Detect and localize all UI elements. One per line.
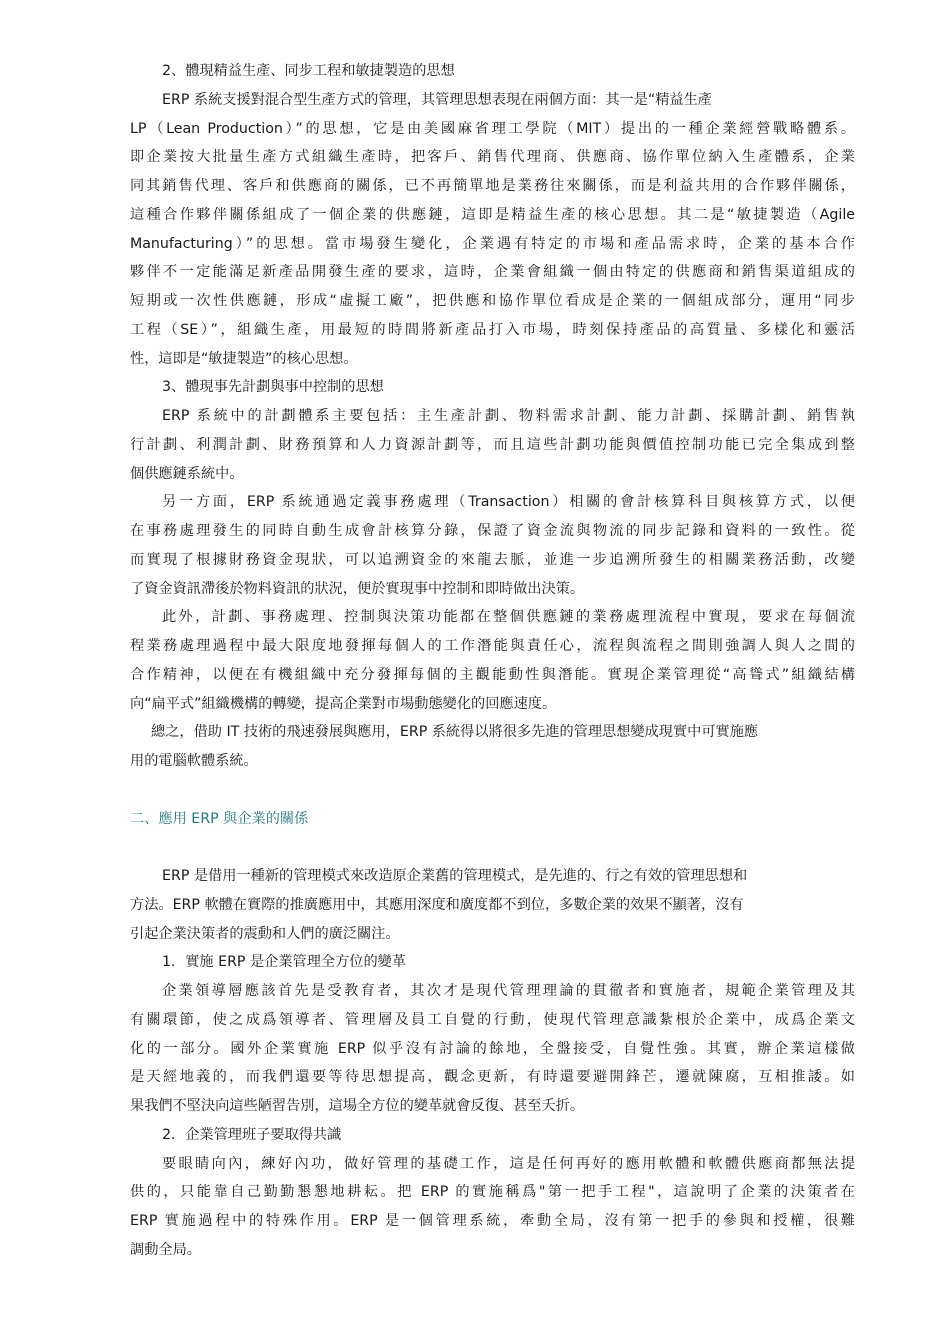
paragraph-line: 有關環節，使之成爲領導者、管理層及員工自覺的行動，使現代管理意識紮根於企業中，成爲企業文 — [130, 1011, 855, 1028]
paragraph-line: 了資金資訊滯後於物料資訊的狀況，便於實現事中控制和即時做出決策。 — [130, 580, 585, 597]
spacer — [130, 776, 855, 805]
paragraph-line: 要眼睛向內，練好內功，做好管理的基礎工作，這是任何再好的應用軟體和軟體供應商都無法提 — [162, 1155, 855, 1172]
paragraph-line: 夥伴不一定能滿足新產品開發生產的要求，這時，企業會組織一個由特定的供應商和銷售渠道組成的 — [130, 264, 855, 281]
paragraph-line: 行計劃、利潤計劃、財務預算和人力資源計劃等，而且這些計劃功能與價值控制功能已完全集成到整 — [130, 436, 855, 453]
paragraph-line: 個供應鏈系統中。 — [130, 465, 244, 482]
subheading-consensus: 2．企業管理班子要取得共識 — [162, 1126, 342, 1143]
paragraph-line: 在事務處理發生的同時自動生成會計核算分錄，保證了資金流與物流的同步記錄和資料的一致性。從 — [130, 523, 855, 539]
paragraph-line: 向“扁平式”組織機構的轉變，提高企業對市場動態變化的回應速度。 — [130, 695, 557, 712]
subheading-planning-control: 3、體現事先計劃與事中控制的思想 — [162, 379, 384, 396]
paragraph-line: LP（Lean Production）”的思想，它是由美國麻省理工學院（MIT）提出的一種企業經營戰略體系。 — [130, 120, 855, 137]
paragraph-line: 企業領導層應該首先是受教育者，其次才是現代管理理論的貫徹者和實施者，規範企業管理及其 — [162, 983, 855, 999]
paragraph-line: 供的，只能靠自己勤勤懇懇地耕耘。把 ERP 的實施稱爲"第一把手工程"，這說明了企業的決策者在 — [130, 1184, 855, 1201]
paragraph-line: ERP 實施過程中的特殊作用。ERP 是一個管理系統，牽動全局，沒有第一把手的參與和授權，很難 — [130, 1213, 855, 1229]
paragraph-line: 短期或一次性供應鏈，形成“虛擬工廠”，把供應和協作單位看成是企業的一個組成部分，運用“同步 — [130, 293, 855, 309]
paragraph-line: 工程（SE）”，組織生產，用最短的時間將新產品打入市場，時刻保持產品的高質量、多樣化和靈活 — [130, 321, 855, 338]
paragraph-line: 程業務處理過程中最大限度地發揮每個人的工作潛能與責任心，流程與流程之間則強調人與人之間的 — [130, 638, 855, 654]
paragraph-line: Manufacturing）”的思想。當市場發生變化，企業遇有特定的市場和產品需求時，企業的基本合作 — [130, 235, 855, 252]
document-page — [130, 57, 855, 1265]
paragraph-line: 化的一部分。國外企業實施 ERP 似乎沒有討論的餘地，全盤接受，自覺性強。其實，辦企業這樣做 — [130, 1040, 855, 1057]
paragraph-line: ERP 系統支援對混合型生產方式的管理，其管理思想表現在兩個方面：其一是“精益生產 — [162, 91, 712, 108]
paragraph-line: ERP 系統中的計劃體系主要包括：主生產計劃、物料需求計劃、能力計劃、採購計劃、銷售執 — [162, 408, 855, 424]
paragraph-line: 這種合作夥伴關係組成了一個企業的供應鏈，這即是精益生產的核心思想。其二是“敏捷製造（Agile — [130, 206, 855, 223]
paragraph-line: ERP 是借用一種新的管理模式來改造原企業舊的管理模式，是先進的、行之有效的管理思想和 — [162, 868, 748, 884]
paragraph-line: 引起企業決策者的震動和人們的廣泛關注。 — [130, 925, 400, 942]
subheading-erp-reform: 1．實施 ERP 是企業管理全方位的變革 — [162, 954, 407, 971]
spacer — [130, 833, 855, 862]
paragraph-line: 用的電腦軟體系統。 — [130, 753, 258, 769]
paragraph-line: 即企業按大批量生產方式組織生產時，把客戶、銷售代理商、供應商、協作單位納入生產體系，企業 — [130, 149, 855, 166]
paragraph-line: 性，這即是“敏捷製造”的核心思想。 — [130, 350, 358, 367]
section-heading: 二、應用 ERP 與企業的關係 — [130, 810, 309, 827]
paragraph-line: 方法。ERP 軟體在實際的推廣應用中，其應用深度和廣度都不到位，多數企業的效果不顯著，沒有 — [130, 896, 744, 913]
subheading-lean-agile: 2、體現精益生產、同步工程和敏捷製造的思想 — [162, 63, 455, 79]
paragraph-line: 總之，借助 IT 技術的飛速發展與應用，ERP 系統得以將很多先進的管理思想變成現實中可實施應 — [151, 724, 759, 741]
paragraph-line: 另一方面，ERP 系統通過定義事務處理（Transaction）相關的會計核算科目與核算方式，以便 — [162, 494, 855, 511]
paragraph-line: 調動全局。 — [130, 1241, 201, 1258]
paragraph-line: 此外，計劃、事務處理、控制與決策功能都在整個供應鏈的業務處理流程中實現，要求在每個流 — [162, 609, 855, 626]
paragraph-line: 而實現了根據財務資金現狀，可以追溯資金的來龍去脈，並進一步追溯所發生的相關業務活動，改變 — [130, 551, 855, 568]
paragraph-line: 同其銷售代理、客戶和供應商的關係，已不再簡單地是業務往來關係，而是利益共用的合作夥伴關係， — [130, 178, 855, 194]
paragraph-line: 果我們不堅決向這些陋習告別，這場全方位的變革就會反復、甚至夭折。 — [130, 1098, 585, 1114]
paragraph-line: 合作精神，以便在有機組織中充分發揮每個的主觀能動性與潛能。實現企業管理從“高聳式”組織結構 — [130, 666, 855, 683]
paragraph-line: 是天經地義的，而我們還要等待思想提高，觀念更新，有時還要避開鋒芒，遷就陳腐，互相推諉。如 — [130, 1069, 855, 1086]
